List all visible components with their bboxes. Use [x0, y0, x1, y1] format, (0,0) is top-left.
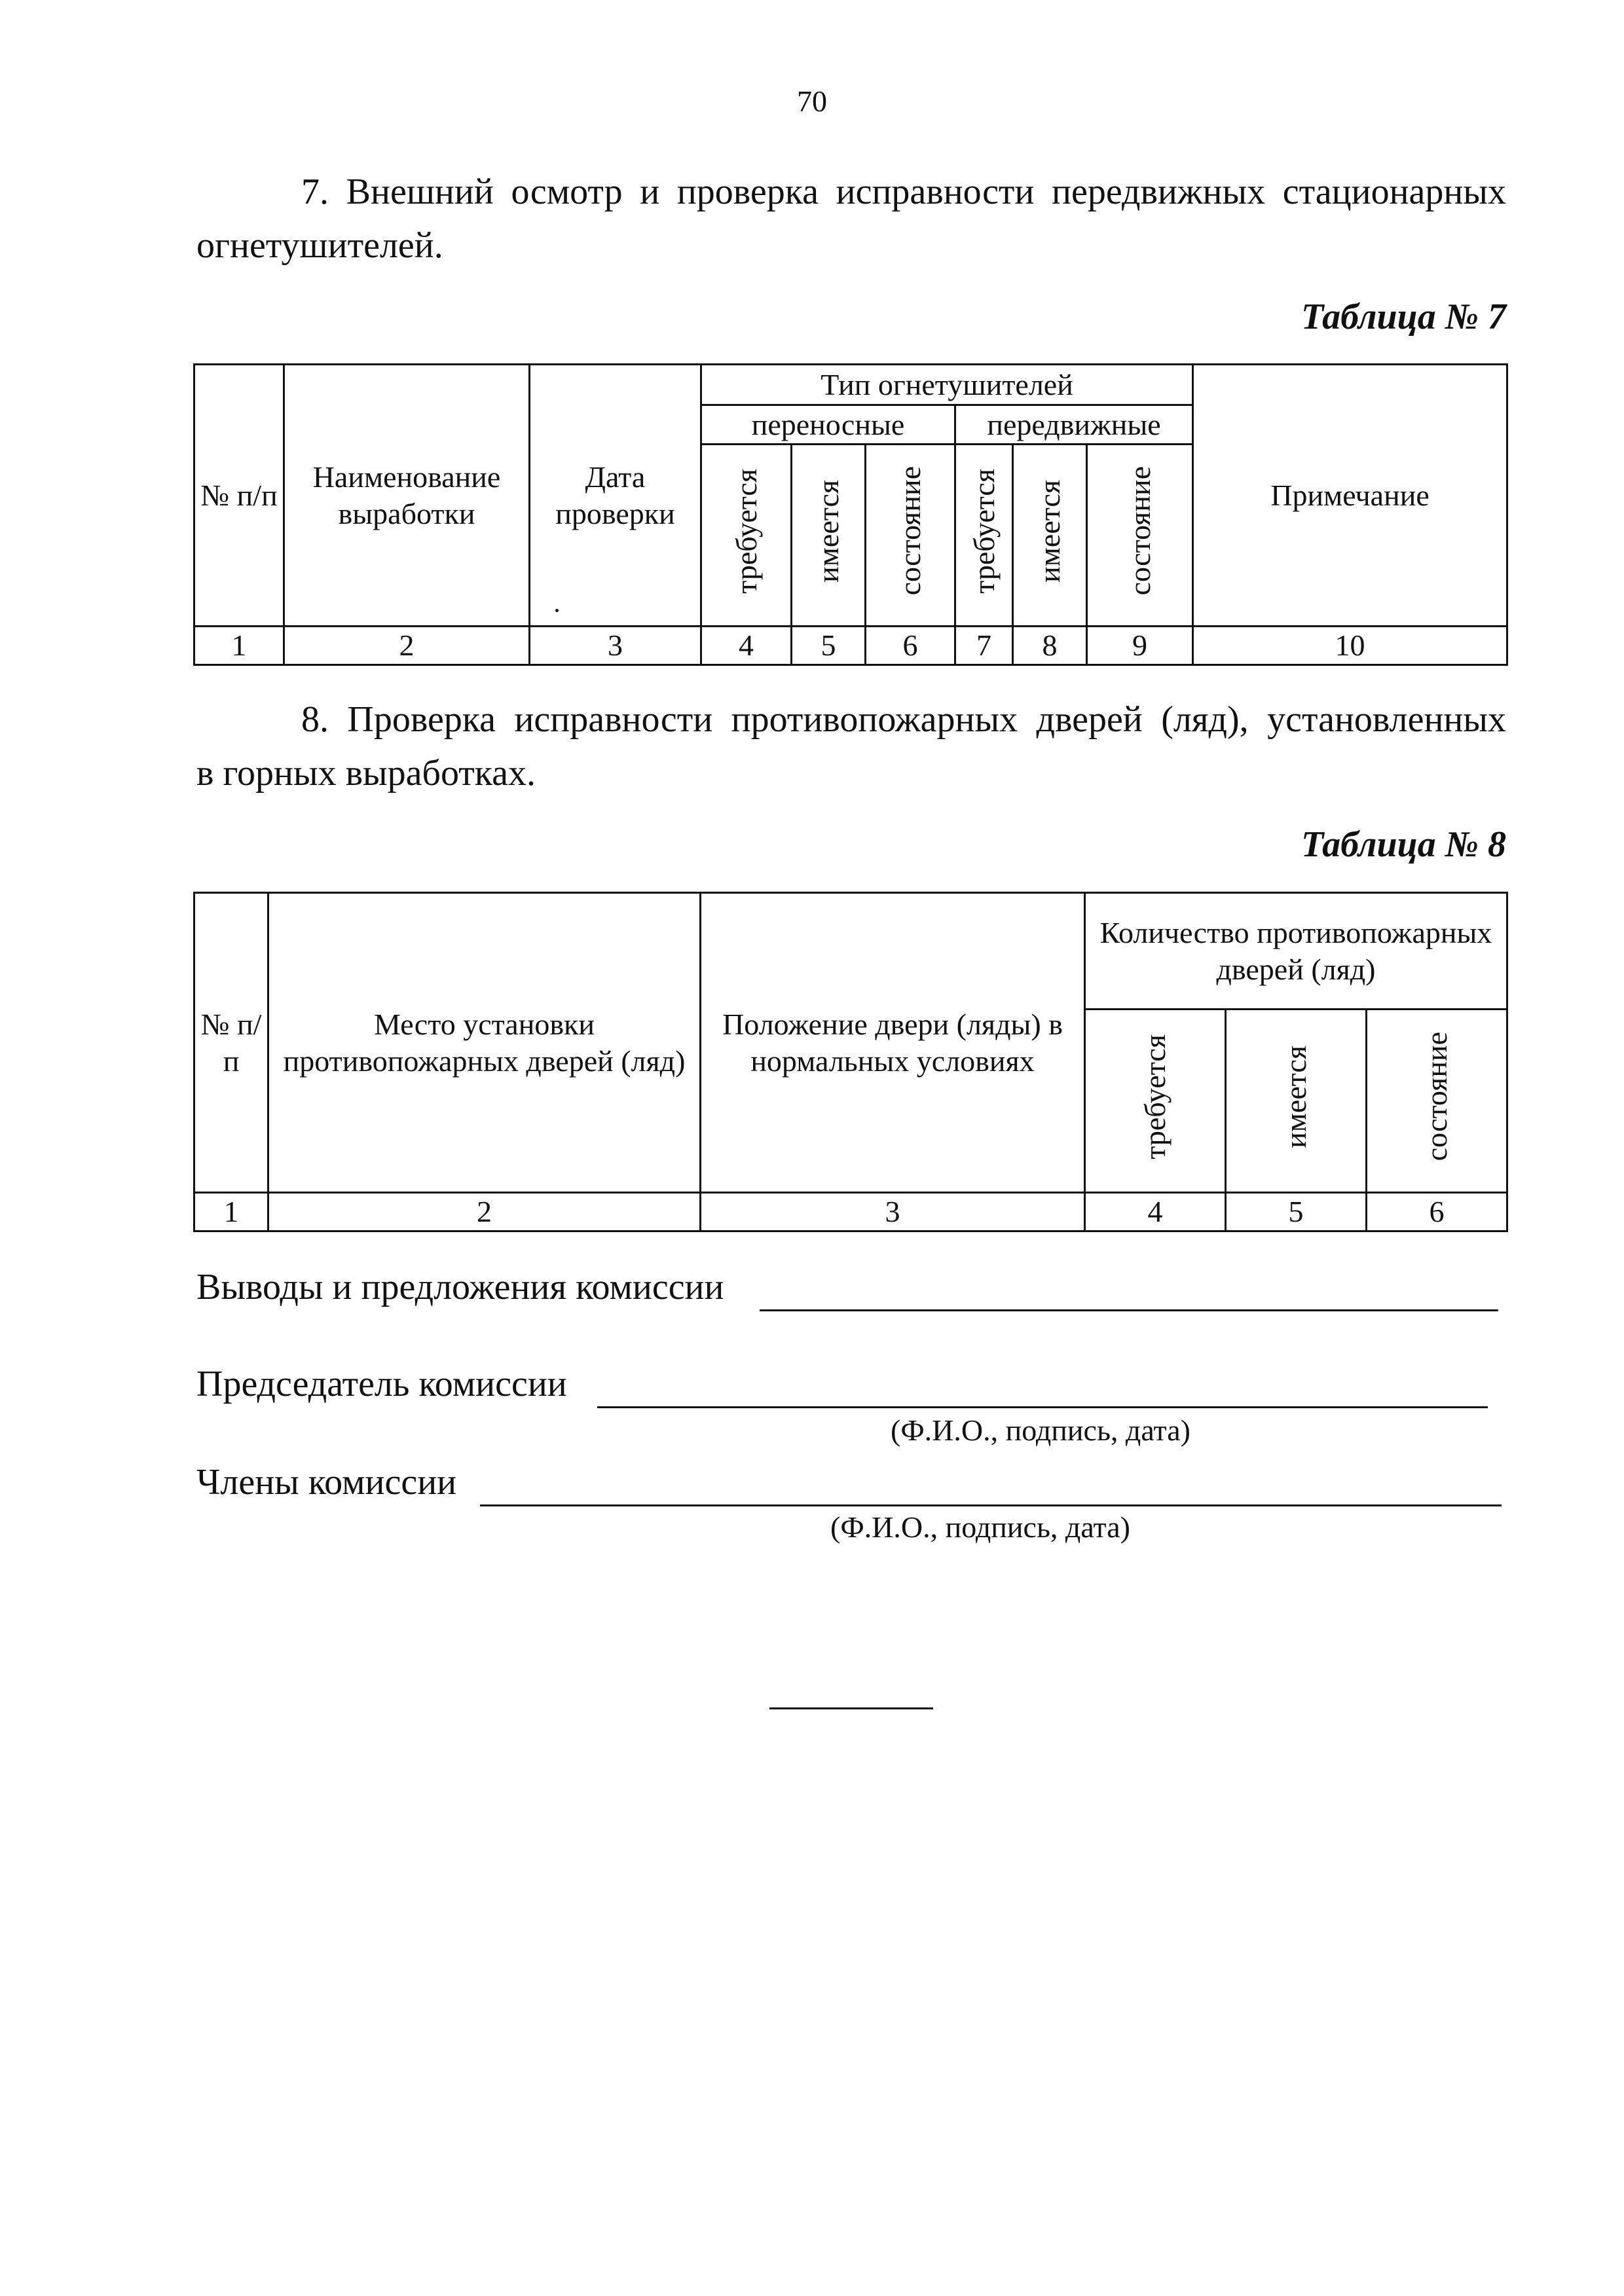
t7-portable-required-label: требуется	[729, 468, 763, 594]
members-field[interactable]	[480, 1504, 1502, 1506]
t8-index-cell: 3	[701, 1193, 1085, 1231]
t7-index-cell: 7	[955, 627, 1013, 665]
t7-index-cell: 1	[194, 627, 284, 665]
t7-header-note: Примечание	[1193, 365, 1507, 627]
section-7-line-2: огнетушителей.	[196, 225, 443, 266]
chairman-hint: (Ф.И.О., подпись, дата)	[891, 1413, 1190, 1447]
chairman-field[interactable]	[597, 1406, 1488, 1408]
t7-header-name: Наименование выработки	[284, 365, 530, 627]
t7-mobile-required	[955, 445, 1013, 627]
section-8-line-1: 8. Проверка исправности противопожарных дверей (ляд), установленных	[301, 699, 1506, 740]
t7-portable-state	[866, 445, 955, 627]
t7-header-date-label: Дата проверки	[555, 460, 675, 530]
stray-dot	[555, 609, 559, 612]
t8-header-num: № п/п	[194, 893, 268, 1193]
t7-mobile-present-label: имеется	[1033, 479, 1066, 583]
t8-index-cell: 5	[1226, 1193, 1367, 1231]
t7-header-date	[530, 365, 701, 627]
t8-header-count: Количество противопожарных дверей (ляд)	[1085, 893, 1507, 1010]
section-8-text	[196, 693, 1506, 800]
table-7	[193, 363, 1508, 666]
members-hint: (Ф.И.О., подпись, дата)	[830, 1510, 1130, 1544]
t8-state	[1367, 1010, 1507, 1193]
chairman-label: Председатель комиссии	[196, 1364, 567, 1404]
t7-index-cell: 10	[1193, 627, 1507, 665]
t7-index-row	[194, 627, 1507, 665]
t7-portable-present-label: имеется	[811, 479, 845, 583]
t7-index-cell: 8	[1013, 627, 1087, 665]
t8-index-row	[194, 1193, 1507, 1231]
t7-index-cell: 6	[866, 627, 955, 665]
t7-index-cell: 9	[1087, 627, 1193, 665]
t7-index-cell: 4	[701, 627, 792, 665]
table-8-caption: Таблица № 8	[1301, 824, 1506, 865]
t7-portable-present	[792, 445, 866, 627]
table-8	[193, 892, 1508, 1232]
t7-index-cell: 5	[792, 627, 866, 665]
t7-mobile-present	[1013, 445, 1087, 627]
t8-header-place: Место установки противопожарных дверей (ляд)	[268, 893, 701, 1193]
t7-header-num: № п/п	[194, 365, 284, 627]
t8-state-label: состояние	[1420, 1032, 1453, 1161]
section-7-line-1: 7. Внешний осмотр и проверка исправности передвижных стационарных	[301, 172, 1506, 212]
members-label: Члены комиссии	[196, 1462, 457, 1503]
t8-index-cell: 6	[1367, 1193, 1507, 1231]
t7-header-mobile: передвижные	[955, 405, 1193, 445]
t8-required-label: требуется	[1138, 1034, 1172, 1159]
end-rule	[769, 1707, 933, 1709]
t8-index-cell: 2	[268, 1193, 701, 1231]
t7-portable-state-label: состояние	[893, 466, 927, 596]
t7-header-type: Тип огнетушителей	[701, 365, 1193, 405]
t8-index-cell: 1	[194, 1193, 268, 1231]
conclusions-label: Выводы и предложения комиссии	[196, 1267, 724, 1307]
t8-required	[1085, 1010, 1226, 1193]
table-7-caption: Таблица № 7	[1301, 297, 1506, 337]
t7-mobile-state	[1087, 445, 1193, 627]
t7-mobile-required-label: требуется	[967, 468, 1001, 594]
t8-header-position: Положение двери (ляды) в нормальных условиях	[701, 893, 1085, 1193]
t7-header-portable: переносные	[701, 405, 955, 445]
t8-present	[1226, 1010, 1367, 1193]
section-7-text	[196, 165, 1506, 272]
t7-index-cell: 2	[284, 627, 530, 665]
t7-portable-required	[701, 445, 792, 627]
page-number: 70	[797, 84, 827, 118]
t7-mobile-state-label: состояние	[1122, 466, 1156, 596]
conclusions-field[interactable]	[760, 1309, 1498, 1311]
t8-index-cell: 4	[1085, 1193, 1226, 1231]
t7-index-cell: 3	[530, 627, 701, 665]
t8-present-label: имеется	[1279, 1045, 1312, 1148]
section-8-line-2: в горных выработках.	[196, 753, 536, 793]
